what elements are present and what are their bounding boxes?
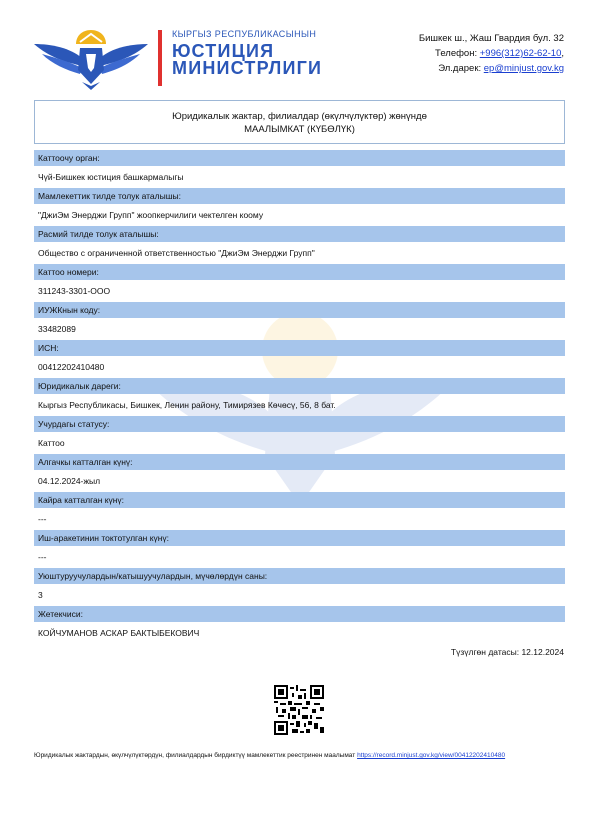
- field-label: Алгачкы катталган күнү:: [34, 454, 565, 470]
- logo-org-name: [172, 43, 322, 77]
- field-label: Жетекчиси:: [34, 606, 565, 622]
- email-link[interactable]: ep@minjust.gov.kg: [483, 63, 564, 74]
- field-value: 33482089: [38, 324, 76, 334]
- field-value: КОЙЧУМАНОВ АСКАР БАКТЫБЕКОВИЧ: [38, 628, 200, 638]
- record-link[interactable]: https://record.minjust.gov.kg/view/00412202410480: [357, 752, 506, 759]
- field-value: 04.12.2024-жыл: [38, 476, 101, 486]
- field-value: ---: [38, 514, 47, 524]
- ministry-eagle-logo-icon: [32, 22, 150, 92]
- address: Бишкек ш., Жаш Гвардия бул. 32: [418, 33, 564, 44]
- phone-line: [419, 46, 564, 61]
- field-label: Каттоо номери:: [34, 264, 565, 280]
- field-value: ---: [38, 552, 47, 562]
- field-value: Каттоо: [38, 438, 65, 448]
- phone-link[interactable]: +996(312)62-62-10: [479, 48, 562, 59]
- document-header: [0, 0, 600, 100]
- logo-org-top: КЫРГЫЗ РЕСПУБЛИКАСЫНЫН: [172, 29, 317, 39]
- phone-suffix: ,: [561, 48, 564, 59]
- email-label: Эл.дарек:: [438, 63, 482, 74]
- field-value: 311243-3301-ООО: [38, 286, 111, 296]
- phone-label: Телефон:: [435, 48, 478, 59]
- field-label: Мамлекеттик тилде толук аталышы:: [34, 188, 565, 204]
- field-label: Иш-аракетинин токтотулган күнү:: [34, 530, 565, 546]
- qr-code-icon[interactable]: [274, 685, 324, 735]
- fields-table: [34, 150, 565, 644]
- field-label: Расмий тилде толук аталышы:: [34, 226, 565, 242]
- document-title: Юридикалык жактар, филиалдар (өкүлчүлүктөр) жөнүндө: [172, 111, 427, 122]
- field-value: "ДжиЭм Энерджи Групп" жоопкерчилиги чектелген коому: [38, 210, 264, 220]
- issued-date: Түзүлгөн датасы: 12.12.2024: [450, 647, 564, 657]
- footer-note: [34, 752, 505, 759]
- contact-block: [419, 31, 564, 76]
- field-label: Кайра катталган күнү:: [34, 492, 565, 508]
- field-value: Общество с ограниченной ответственностью "ДжиЭм Энерджи Групп": [38, 248, 315, 258]
- field-label: Юридикалык дареги:: [34, 378, 565, 394]
- field-value: Кыргыз Республикасы, Бишкек, Ленин району, Тимирязев Көчөсү, 56, 8 бат.: [38, 400, 336, 410]
- document-title-box: [34, 100, 565, 144]
- field-value: 00412202410480: [38, 362, 105, 372]
- footer-text: Юридикалык жактардын, өкүлчүлүктөрдүн, филиалдардын бирдиктүү мамлекеттик реестринен маалымат: [34, 752, 356, 759]
- email-line: [419, 61, 564, 76]
- field-label: Каттоочу орган:: [34, 150, 565, 166]
- field-value: 3: [38, 590, 43, 600]
- field-label: Учурдагы статусу:: [34, 416, 565, 432]
- field-label: Уюштуруучулардын/катышуучулардын, мүчөлөрдүн саны:: [34, 568, 565, 584]
- document-subtitle: МААЛЫМКАТ (КҮБӨЛҮК): [244, 124, 355, 135]
- field-label: ИУЖКнын коду:: [34, 302, 565, 318]
- field-label: ИСН:: [34, 340, 565, 356]
- logo-org-line1: ЮСТИЦИЯ: [172, 41, 275, 61]
- logo-org-line2: МИНИСТРЛИГИ: [172, 58, 323, 78]
- field-value: Чүй-Бишкек юстиция башкармалыгы: [38, 172, 184, 182]
- logo-divider: [158, 30, 162, 86]
